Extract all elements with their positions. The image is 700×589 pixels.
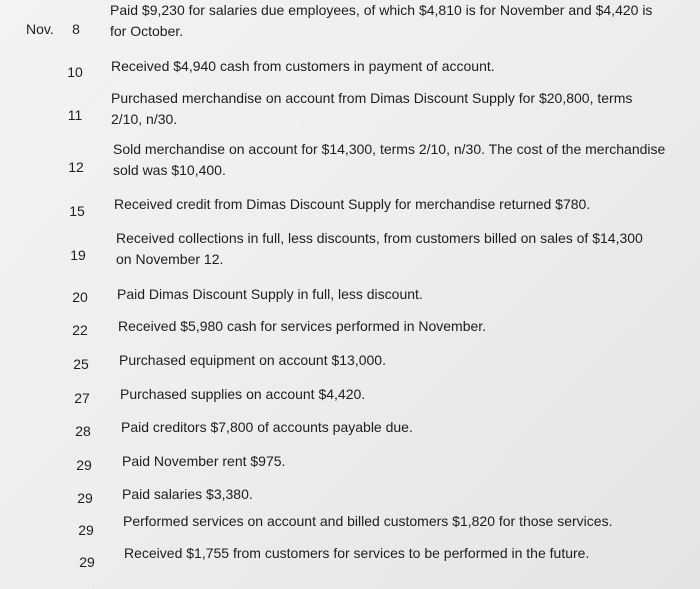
transaction-day: 27: [74, 390, 90, 406]
transaction-text: Purchased supplies on account $4,420.: [120, 386, 366, 402]
transaction-text: Purchased equipment on account $13,000.: [119, 352, 386, 368]
transaction-text: Received $1,755 from customers for services to be performed in the future.: [124, 545, 590, 561]
transaction-text: Received credit from Dimas Discount Supply for merchandise returned $780.: [114, 196, 591, 212]
transaction-day: 12: [68, 159, 84, 175]
transaction-day: 20: [72, 289, 88, 305]
transaction-text: Sold merchandise on account for $14,300, terms 2/10, n/30. The cost of the merchandise sold was $10,400.: [113, 141, 666, 178]
month-label: Nov.: [26, 21, 54, 37]
transaction-text: Paid Dimas Discount Supply in full, less discount.: [117, 286, 423, 302]
transaction-text: Paid $9,230 for salaries due employees, of which $4,810 is for November and $4,420 is for October.: [110, 2, 653, 39]
transaction-text: Paid November rent $975.: [122, 453, 286, 469]
transaction-day: 10: [67, 64, 83, 80]
transaction-day: 29: [78, 522, 94, 538]
transaction-day: 19: [70, 247, 86, 263]
transaction-day: 29: [76, 457, 92, 473]
transaction-text: Received $5,980 cash for services performed in November.: [118, 318, 487, 334]
transaction-text: Purchased merchandise on account from Dimas Discount Supply for $20,800, terms 2/10, n/30.: [111, 90, 633, 127]
transaction-day: 28: [75, 423, 91, 439]
transaction-text: Received $4,940 cash from customers in payment of account.: [111, 58, 495, 74]
transaction-day: 15: [69, 203, 85, 219]
transaction-text: Paid salaries $3,380.: [122, 486, 253, 502]
transaction-day: 29: [77, 490, 93, 506]
transaction-day: 11: [67, 107, 83, 123]
transaction-day: 22: [72, 322, 88, 338]
transaction-text: Paid creditors $7,800 of accounts payable due.: [121, 419, 413, 435]
transaction-day: 29: [79, 554, 95, 570]
transaction-text: Received collections in full, less discounts, from customers billed on sales of $14,300 on November 12.: [116, 230, 643, 267]
transaction-text: Performed services on account and billed customers $1,820 for those services.: [123, 513, 613, 529]
transaction-day: 8: [72, 21, 80, 37]
transaction-day: 25: [73, 356, 89, 372]
